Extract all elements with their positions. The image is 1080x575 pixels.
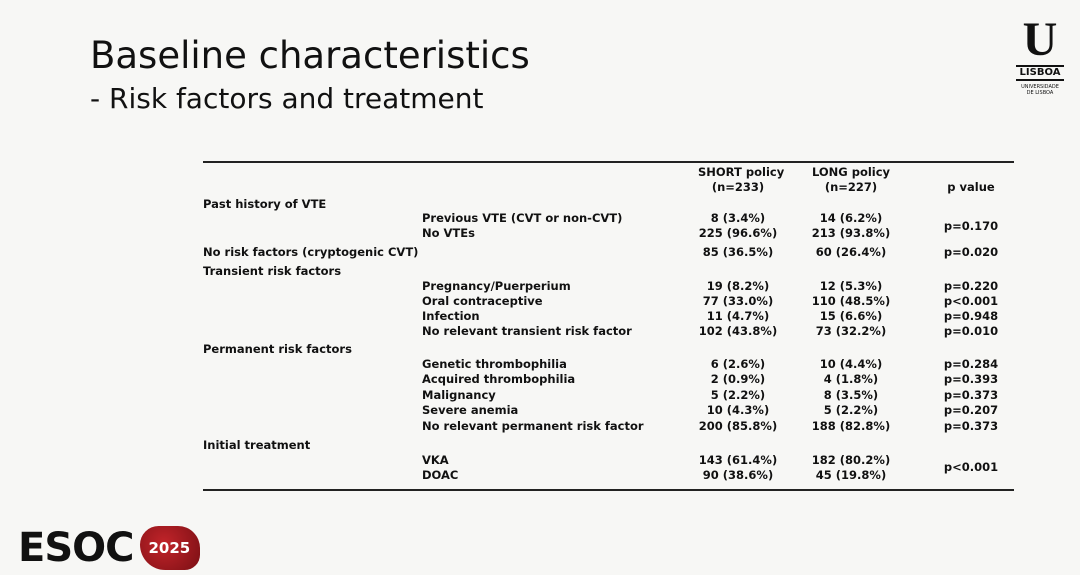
logo-name: LISBOA — [1016, 65, 1064, 81]
cell-p: p=0.207 — [943, 403, 999, 417]
cell-long: 60 (26.4%) — [815, 245, 887, 259]
cell-short: 143 (61.4%) — [698, 453, 778, 467]
header-long — [806, 165, 896, 195]
cell-p: p<0.001 — [943, 294, 999, 308]
cell-short: 90 (38.6%) — [702, 468, 774, 482]
slide-subtitle: - Risk factors and treatment — [90, 82, 484, 115]
cell-short: 85 (36.5%) — [702, 245, 774, 259]
cell-long: 73 (32.2%) — [815, 324, 887, 338]
slide-title: Baseline characteristics — [90, 34, 530, 77]
logo-line1: UNIVERSIDADE — [1021, 84, 1059, 90]
cell-short: 225 (96.6%) — [698, 226, 778, 240]
cell-short: 6 (2.6%) — [710, 357, 766, 371]
section-no-risk: No risk factors (cryptogenic CVT) — [203, 245, 419, 259]
row-label: Severe anemia — [422, 403, 519, 417]
cell-long: 110 (48.5%) — [811, 294, 891, 308]
section-transient: Transient risk factors — [203, 264, 342, 278]
row-label: Pregnancy/Puerperium — [422, 279, 571, 293]
esoc-year: 2025 — [148, 539, 191, 557]
section-permanent: Permanent risk factors — [203, 342, 352, 356]
cell-long: 8 (3.5%) — [823, 388, 879, 402]
cell-long: 5 (2.2%) — [823, 403, 879, 417]
cell-p: p=0.373 — [943, 388, 999, 402]
section-treatment: Initial treatment — [203, 438, 311, 452]
cell-short: 200 (85.8%) — [698, 419, 778, 433]
cell-short: 5 (2.2%) — [710, 388, 766, 402]
row-label: Genetic thrombophilia — [422, 357, 567, 371]
cell-short: 10 (4.3%) — [706, 403, 770, 417]
cell-p: p=0.170 — [943, 219, 999, 233]
cell-p: p=0.373 — [943, 419, 999, 433]
cell-p: p=0.220 — [943, 279, 999, 293]
esoc-wordmark: ESOC — [18, 525, 134, 571]
cell-p: p<0.001 — [943, 460, 999, 474]
cell-p: p=0.010 — [943, 324, 999, 338]
cell-p: p=0.948 — [943, 309, 999, 323]
row-label: Previous VTE (CVT or non-CVT) — [422, 211, 623, 225]
university-lisboa-logo — [1016, 13, 1064, 96]
cell-short: 77 (33.0%) — [702, 294, 774, 308]
row-label: Infection — [422, 309, 480, 323]
logo-line2: DE LISBOA — [1026, 90, 1054, 96]
row-label: Acquired thrombophilia — [422, 372, 576, 386]
row-label: No VTEs — [422, 226, 475, 240]
cell-short: 8 (3.4%) — [710, 211, 766, 225]
esoc-logo — [18, 525, 200, 571]
cell-long: 12 (5.3%) — [819, 279, 883, 293]
row-label: DOAC — [422, 468, 459, 482]
row-label: No relevant permanent risk factor — [422, 419, 644, 433]
cell-p: p=0.284 — [943, 357, 999, 371]
cell-long: 15 (6.6%) — [819, 309, 883, 323]
row-label: Malignancy — [422, 388, 496, 402]
section-past-vte: Past history of VTE — [203, 197, 327, 211]
cell-long: 188 (82.8%) — [811, 419, 891, 433]
cell-p: p=0.393 — [943, 372, 999, 386]
logo-letter: U — [1022, 13, 1058, 66]
cell-long: 182 (80.2%) — [811, 453, 891, 467]
cell-long: 14 (6.2%) — [819, 211, 883, 225]
cell-short: 102 (43.8%) — [698, 324, 778, 338]
cell-short: 2 (0.9%) — [710, 372, 766, 386]
row-label: Oral contraceptive — [422, 294, 543, 308]
header-p-value: p value — [947, 180, 995, 194]
cell-p: p=0.020 — [943, 245, 999, 259]
header-short-label: SHORT policy — [698, 165, 785, 179]
cell-long: 45 (19.8%) — [815, 468, 887, 482]
header-short-n: (n=233) — [711, 180, 765, 194]
header-short — [698, 165, 785, 195]
header-long-label: LONG policy — [811, 165, 891, 179]
baseline-table — [203, 161, 1014, 491]
row-label: VKA — [422, 453, 449, 467]
cell-short: 19 (8.2%) — [706, 279, 770, 293]
cell-long: 10 (4.4%) — [819, 357, 883, 371]
row-label: No relevant transient risk factor — [422, 324, 632, 338]
cell-long: 213 (93.8%) — [811, 226, 891, 240]
header-long-n: (n=227) — [824, 180, 878, 194]
cell-short: 11 (4.7%) — [706, 309, 770, 323]
cell-long: 4 (1.8%) — [823, 372, 879, 386]
esoc-year-badge — [140, 526, 200, 570]
